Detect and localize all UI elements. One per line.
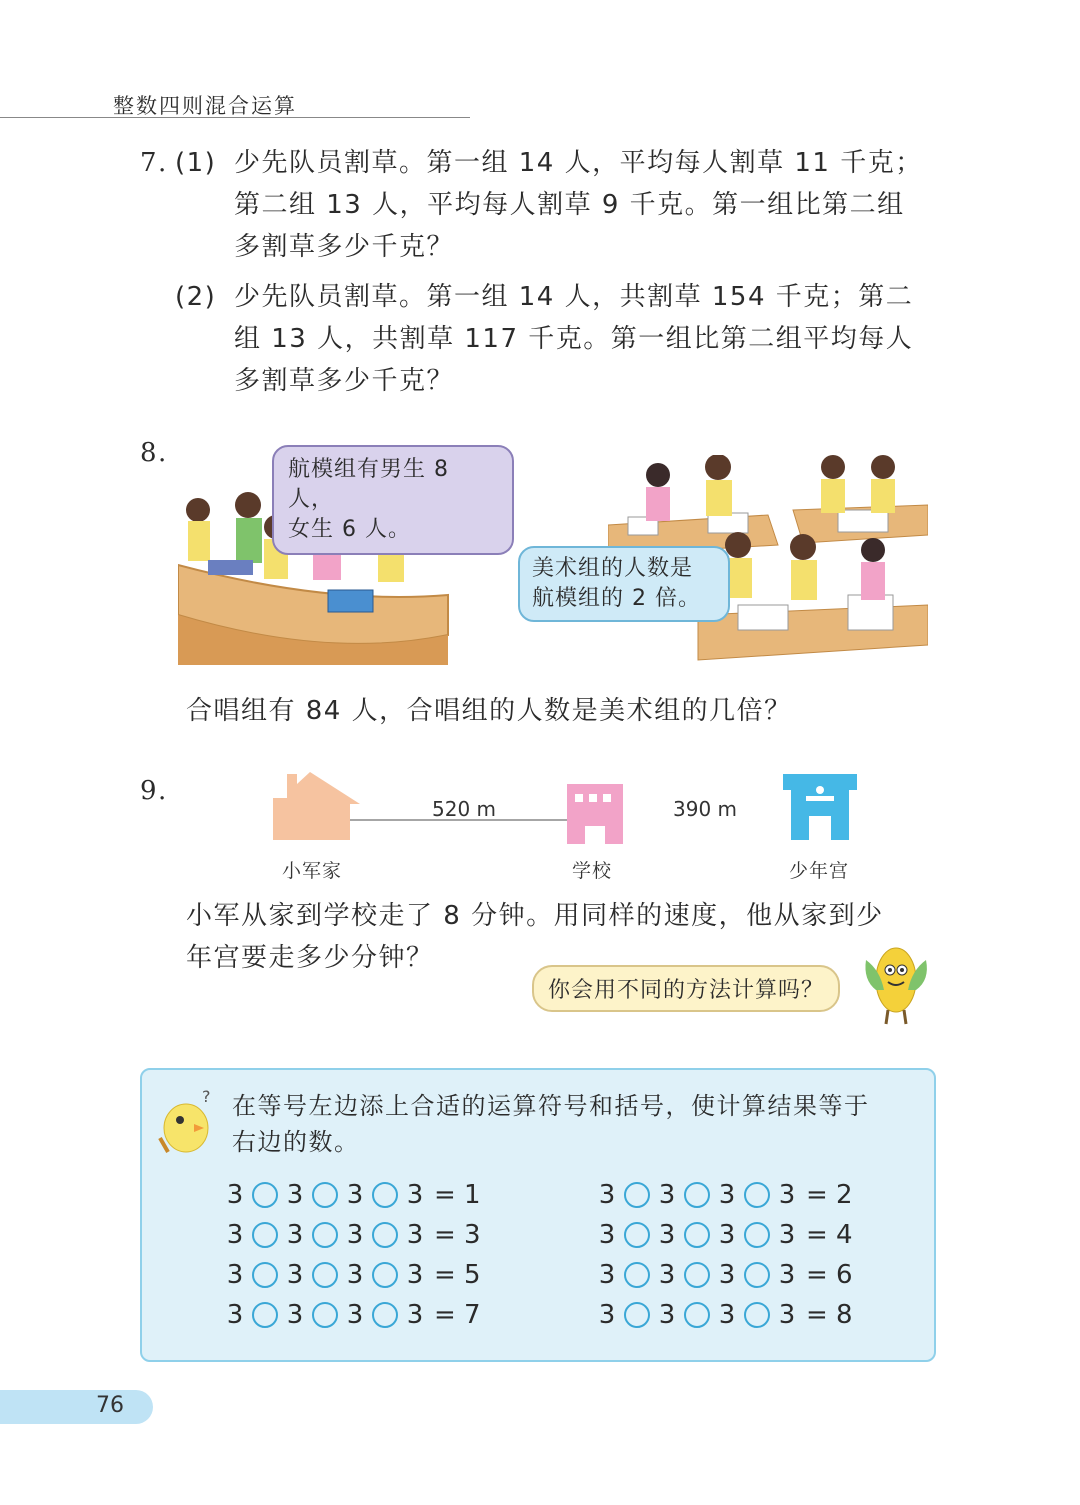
q7-part2-line1: 少先队员割草。第一组 14 人，共割草 154 千克；第二: [234, 282, 914, 312]
equation-result: = 8: [806, 1300, 853, 1330]
q9-question-line1: 小军从家到学校走了 8 分钟。用同样的速度，他从家到少: [186, 901, 884, 931]
label-xiaojun-home: 小军家: [282, 860, 343, 882]
operator-blank[interactable]: [684, 1262, 710, 1288]
digit: 3: [346, 1220, 364, 1250]
operator-blank[interactable]: [624, 1182, 650, 1208]
equation-row: [224, 1215, 481, 1255]
digit: 3: [226, 1180, 244, 1210]
q7-part1-line3: 多割草多少千克？: [234, 232, 455, 262]
bubble-left-line1: 航模组有男生 8 人，: [288, 457, 449, 512]
q8-number: 8.: [140, 438, 168, 468]
digit: 3: [286, 1260, 304, 1290]
digit: 3: [406, 1300, 424, 1330]
operator-blank[interactable]: [744, 1182, 770, 1208]
chick-mascot-icon: [150, 1088, 222, 1156]
digit: 3: [778, 1260, 796, 1290]
page-number: 76: [96, 1393, 124, 1418]
q7-part1-line2: 第二组 13 人，平均每人割草 9 千克。第一组比第二组: [234, 190, 905, 220]
digit: 3: [718, 1180, 736, 1210]
q7-part2-line2: 组 13 人，共割草 117 千克。第一组比第二组平均每人: [234, 324, 914, 354]
operator-blank[interactable]: [252, 1302, 278, 1328]
digit: 3: [598, 1260, 616, 1290]
equation-result: = 7: [434, 1300, 481, 1330]
bubble-right-line2: 航模组的 2 倍。: [532, 586, 701, 611]
digit: 3: [346, 1260, 364, 1290]
equation-result: = 3: [434, 1220, 481, 1250]
digit: 3: [406, 1180, 424, 1210]
digit: 3: [598, 1220, 616, 1250]
digit: 3: [778, 1220, 796, 1250]
digit: 3: [406, 1220, 424, 1250]
digit: 3: [346, 1300, 364, 1330]
operator-blank[interactable]: [744, 1222, 770, 1248]
label-school: 学校: [572, 860, 613, 882]
operator-blank[interactable]: [252, 1222, 278, 1248]
digit: 3: [226, 1300, 244, 1330]
equations-left-column: [224, 1175, 481, 1335]
equation-row: [224, 1295, 481, 1335]
operator-blank[interactable]: [312, 1262, 338, 1288]
speech-bubble-model-group: [272, 445, 514, 555]
operator-blank[interactable]: [624, 1222, 650, 1248]
house-icon: [273, 772, 360, 840]
page-header-title: 整数四则混合运算: [113, 94, 297, 118]
digit: 3: [658, 1300, 676, 1330]
digit: 3: [718, 1220, 736, 1250]
q7-number: 7.: [140, 148, 168, 178]
digit: 3: [226, 1260, 244, 1290]
q7-part1-line1: 少先队员割草。第一组 14 人，平均每人割草 11 千克；: [234, 148, 923, 178]
school-icon: [567, 784, 623, 844]
operator-blank[interactable]: [744, 1262, 770, 1288]
label-youth-palace: 少年宫: [789, 860, 850, 882]
operator-blank[interactable]: [372, 1182, 398, 1208]
digit: 3: [718, 1260, 736, 1290]
operator-blank[interactable]: [252, 1262, 278, 1288]
q7-part2-line3: 多割草多少千克？: [234, 366, 455, 396]
distance-school-palace: 390 m: [673, 797, 738, 821]
q9-number: 9.: [140, 776, 168, 806]
operator-blank[interactable]: [744, 1302, 770, 1328]
equation-result: = 6: [806, 1260, 853, 1290]
digit: 3: [286, 1300, 304, 1330]
digit: 3: [658, 1180, 676, 1210]
equation-row: [596, 1295, 853, 1335]
youth-palace-icon: [783, 774, 857, 840]
operator-blank[interactable]: [312, 1222, 338, 1248]
think-instruction-line1: 在等号左边添上合适的运算符号和括号，使计算结果等于: [232, 1092, 870, 1120]
equation-row: [224, 1255, 481, 1295]
operator-blank[interactable]: [684, 1182, 710, 1208]
q7-part2-label: (2): [175, 282, 217, 312]
bubble-left-line2: 女生 6 人。: [288, 517, 411, 542]
equation-row: [596, 1175, 853, 1215]
digit: 3: [778, 1180, 796, 1210]
route-diagram: [265, 768, 865, 846]
operator-blank[interactable]: [372, 1262, 398, 1288]
digit: 3: [598, 1180, 616, 1210]
think-instruction-line2: 右边的数。: [232, 1128, 360, 1156]
digit: 3: [598, 1300, 616, 1330]
equations-right-column: [596, 1175, 853, 1335]
corn-mascot-icon: [858, 940, 933, 1028]
q9-question-line2: 年宫要走多少分钟？: [186, 943, 434, 973]
equation-row: [596, 1215, 853, 1255]
q7-part1-label: (1): [175, 148, 217, 178]
equation-row: [224, 1175, 481, 1215]
digit: 3: [718, 1300, 736, 1330]
digit: 3: [226, 1220, 244, 1250]
hint-text: 你会用不同的方法计算吗？: [548, 978, 825, 1003]
digit: 3: [286, 1180, 304, 1210]
operator-blank[interactable]: [372, 1302, 398, 1328]
q8-question: 合唱组有 84 人，合唱组的人数是美术组的几倍？: [186, 696, 792, 726]
speech-bubble-art-group: [518, 546, 730, 622]
digit: 3: [658, 1260, 676, 1290]
page-number-tab: [0, 1390, 153, 1424]
operator-blank[interactable]: [684, 1302, 710, 1328]
equation-row: [596, 1255, 853, 1295]
hint-bubble: [532, 965, 840, 1012]
operator-blank[interactable]: [252, 1182, 278, 1208]
digit: 3: [658, 1220, 676, 1250]
equation-result: = 5: [434, 1260, 481, 1290]
operator-blank[interactable]: [372, 1222, 398, 1248]
equation-result: = 1: [434, 1180, 481, 1210]
digit: 3: [346, 1180, 364, 1210]
equation-result: = 4: [806, 1220, 853, 1250]
bubble-right-line1: 美术组的人数是: [532, 556, 694, 581]
operator-blank[interactable]: [624, 1262, 650, 1288]
digit: 3: [286, 1220, 304, 1250]
operator-blank[interactable]: [312, 1302, 338, 1328]
digit: 3: [406, 1260, 424, 1290]
equation-result: = 2: [806, 1180, 853, 1210]
operator-blank[interactable]: [684, 1222, 710, 1248]
svg-text:?: ?: [202, 1088, 211, 1106]
header-divider: [0, 117, 470, 118]
operator-blank[interactable]: [312, 1182, 338, 1208]
distance-home-school: 520 m: [432, 797, 497, 821]
operator-blank[interactable]: [624, 1302, 650, 1328]
digit: 3: [778, 1300, 796, 1330]
